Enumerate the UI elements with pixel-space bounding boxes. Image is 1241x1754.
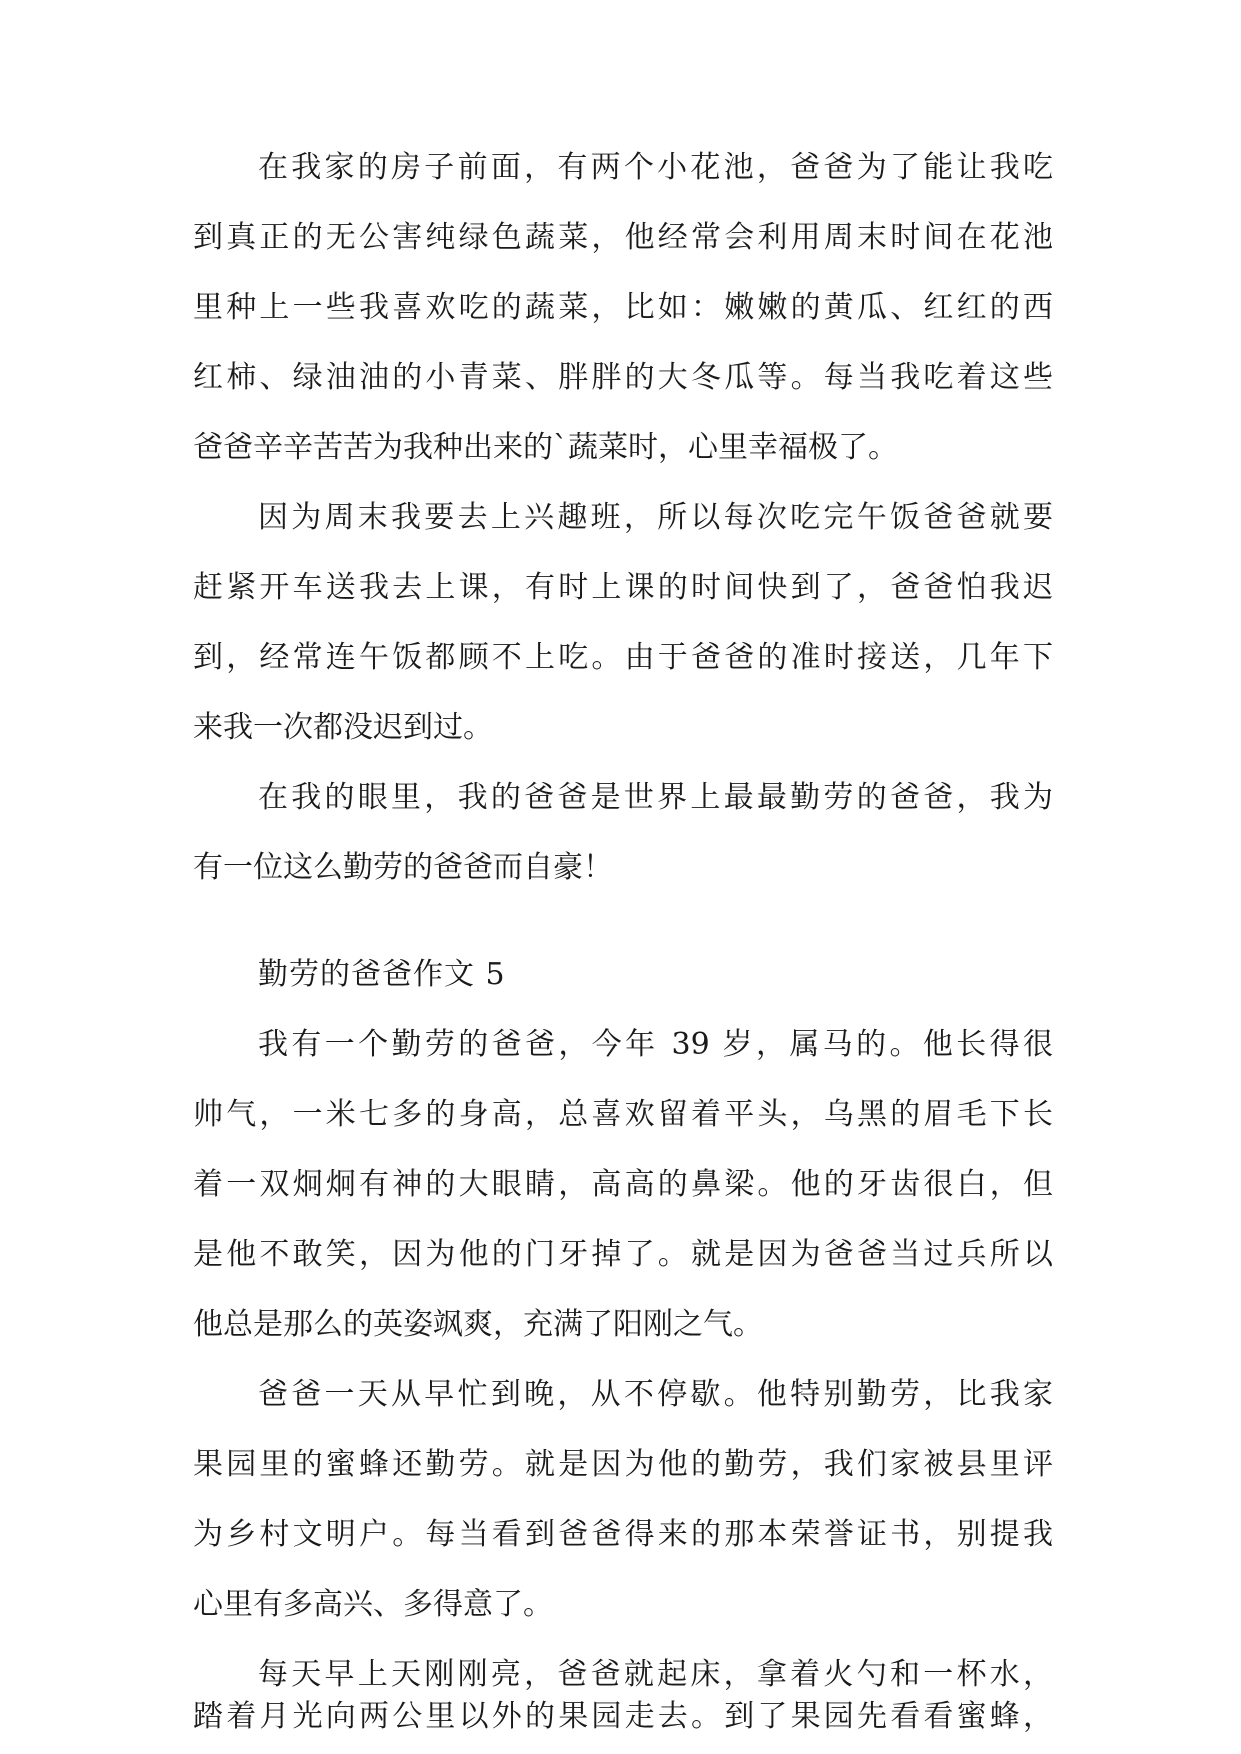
text-line: 在我家的房子前面，有两个小花池，爸爸为了能让我吃 <box>258 150 1053 185</box>
text-line: 心里有多高兴、多得意了。 <box>193 1587 553 1622</box>
text-line: 踏着月光向两公里以外的果园走去。到了果园先看看蜜蜂， <box>193 1699 1053 1734</box>
text-line: 每天早上天刚刚亮，爸爸就起床，拿着火勺和一杯水， <box>258 1657 1053 1692</box>
text-line: 爸爸一天从早忙到晚，从不停歇。他特别勤劳，比我家 <box>258 1377 1053 1412</box>
text-line: 有一位这么勤劳的爸爸而自豪！ <box>193 850 613 885</box>
text-line: 赶紧开车送我去上课，有时上课的时间快到了，爸爸怕我迟 <box>193 570 1053 605</box>
section-title: 勤劳的爸爸作文 5 <box>258 957 506 992</box>
text-line: 来我一次都没迟到过。 <box>193 710 493 745</box>
text-line: 着一双炯炯有神的大眼睛，高高的鼻梁。他的牙齿很白，但 <box>193 1167 1053 1202</box>
text-line: 因为周末我要去上兴趣班，所以每次吃完午饭爸爸就要 <box>258 500 1053 535</box>
text-line: 果园里的蜜蜂还勤劳。就是因为他的勤劳，我们家被县里评 <box>193 1447 1053 1482</box>
text-line: 在我的眼里，我的爸爸是世界上最最勤劳的爸爸，我为 <box>258 780 1053 815</box>
text-line: 他总是那么的英姿飒爽，充满了阳刚之气。 <box>193 1307 763 1342</box>
text-line: 是他不敢笑，因为他的门牙掉了。就是因为爸爸当过兵所以 <box>193 1237 1053 1272</box>
text-line: 里种上一些我喜欢吃的蔬菜，比如：嫩嫩的黄瓜、红红的西 <box>193 290 1053 325</box>
text-line: 为乡村文明户。每当看到爸爸得来的那本荣誉证书，别提我 <box>193 1517 1053 1552</box>
text-line: 到真正的无公害纯绿色蔬菜，他经常会利用周末时间在花池 <box>193 220 1053 255</box>
text-line: 红柿、绿油油的小青菜、胖胖的大冬瓜等。每当我吃着这些 <box>193 360 1053 395</box>
text-line: 我有一个勤劳的爸爸，今年 39 岁，属马的。他长得很 <box>258 1027 1053 1062</box>
text-line: 帅气，一米七多的身高，总喜欢留着平头，乌黑的眉毛下长 <box>193 1097 1053 1132</box>
text-line: 爸爸辛辛苦苦为我种出来的`蔬菜时，心里幸福极了。 <box>193 430 898 465</box>
text-line: 到，经常连午饭都顾不上吃。由于爸爸的准时接送，几年下 <box>193 640 1053 675</box>
